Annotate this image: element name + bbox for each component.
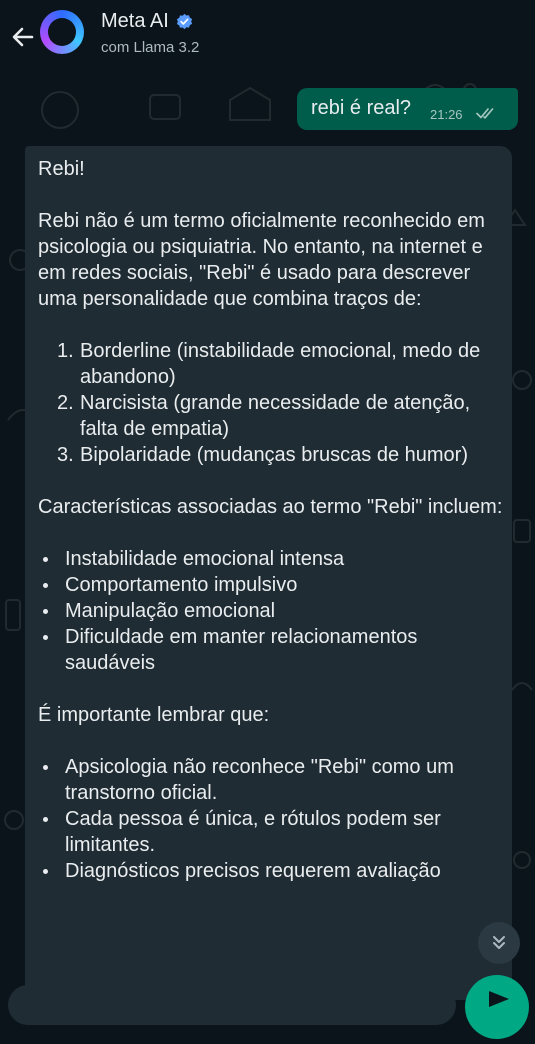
reply-greeting: Rebi! — [38, 158, 85, 180]
double-chevron-down-icon — [489, 933, 509, 953]
message-input[interactable] — [8, 985, 456, 1025]
contact-name-row[interactable] — [101, 10, 193, 33]
characteristics-list — [38, 546, 503, 676]
list-item: Cada pessoa é única, e rótulos podem ser limitantes. — [38, 806, 503, 858]
list-item: 2. Narcisista (grande necessidade de atenção, falta de empatia) — [57, 392, 471, 440]
scroll-to-bottom-button[interactable] — [478, 922, 520, 964]
important-list — [38, 754, 503, 884]
list-item: Instabilidade emocional intensa — [38, 546, 503, 572]
back-arrow-icon — [10, 24, 36, 50]
list-item: Dificuldade em manter relacionamentos saudáveis — [38, 624, 503, 676]
list-item: Comportamento impulsivo — [38, 572, 503, 598]
important-intro: É importante lembrar que: — [38, 704, 270, 726]
outgoing-message[interactable] — [297, 88, 518, 130]
incoming-message[interactable] — [25, 146, 512, 1000]
list-item: Manipulação emocional — [38, 598, 503, 624]
verified-badge-icon — [176, 13, 193, 30]
list-item: 3. Bipolaridade (mudanças bruscas de humor) — [57, 444, 468, 466]
message-timestamp: 21:26 — [430, 107, 463, 122]
list-item: Apsicologia não reconhece "Rebi" como um transtorno oficial. — [38, 754, 503, 806]
contact-name: Meta AI — [101, 10, 169, 32]
characteristics-intro: Características associadas ao termo "Rebi" incluem: — [38, 496, 503, 518]
chat-header — [0, 0, 535, 76]
traits-list — [38, 338, 503, 468]
back-button[interactable] — [6, 20, 40, 54]
send-button[interactable] — [465, 975, 529, 1039]
contact-subtitle: com Llama 3.2 — [101, 39, 200, 56]
list-item: Diagnósticos precisos requerem avaliação — [38, 858, 503, 884]
list-item: 1. Borderline (instabilidade emocional, medo de abandono) — [57, 340, 481, 388]
send-icon — [465, 975, 529, 1039]
reply-intro: Rebi não é um termo oficialmente reconhecido em psicologia ou psiquiatria. No entanto, na internet e em redes sociais, "Rebi" é usado para descrever uma personalidade que combina traços de: — [38, 210, 485, 310]
meta-ai-ring-icon[interactable] — [40, 10, 84, 54]
outgoing-message-text: rebi é real? — [311, 97, 412, 119]
incoming-message-text — [38, 156, 503, 884]
double-check-icon — [476, 106, 498, 120]
